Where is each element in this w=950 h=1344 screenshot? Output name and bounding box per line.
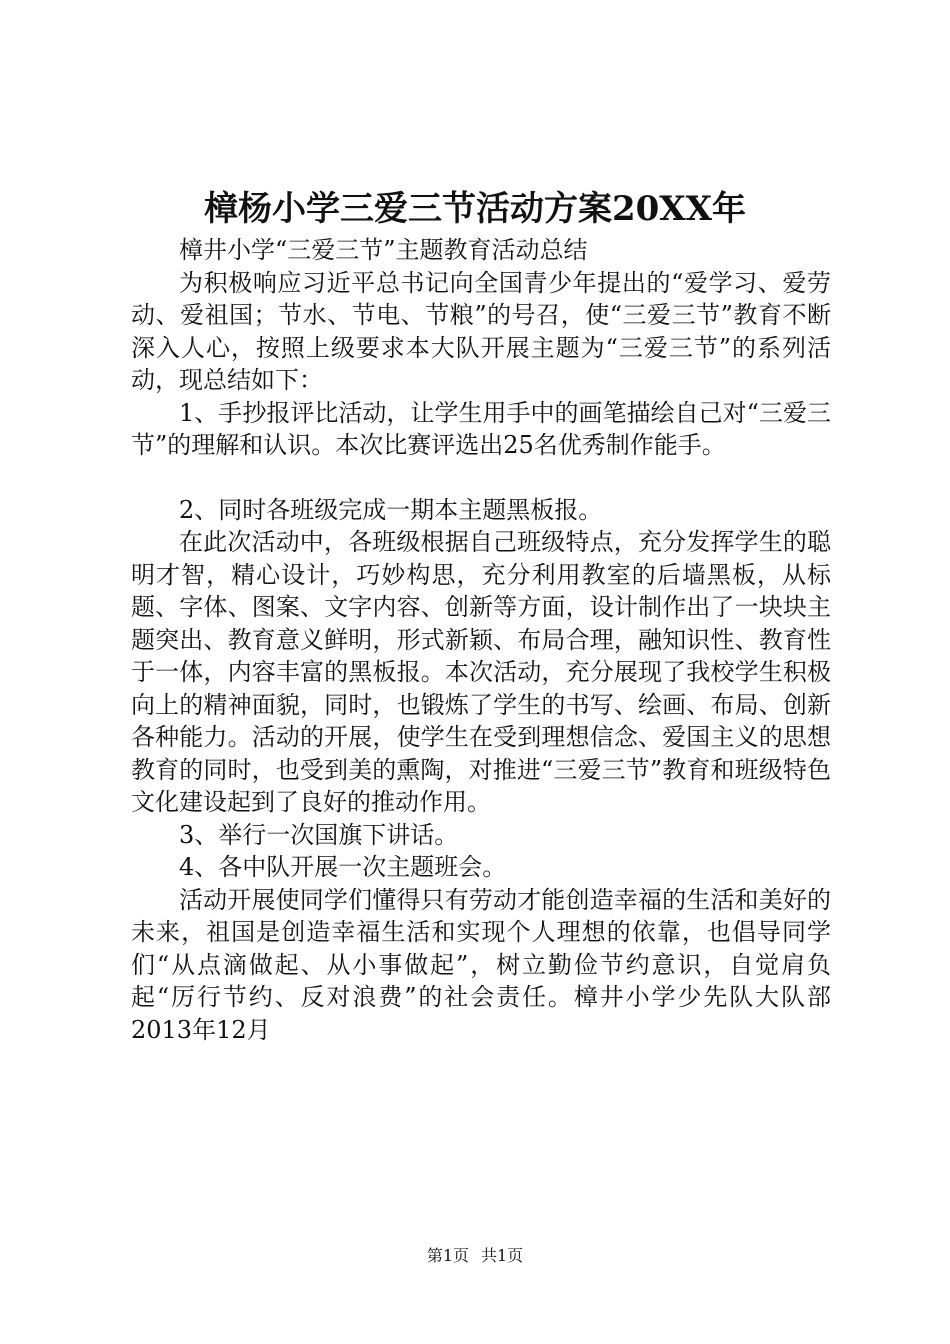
intro-paragraph: 为积极响应习近平总书记向全国青少年提出的“爱学习、爱劳动、爱祖国；节水、节电、节粮”的号召，使“三爱三节”教育不断深入人心，按照上级要求本大队开展主题为“三爱三节”的系列活动，现总结如下： xyxy=(131,268,831,394)
closing-paragraph: 活动开展使同学们懂得只有劳动才能创造幸福的生活和美好的未来，祖国是创造幸福生活和实现个人理想的依靠，也倡导同学们“从点滴做起、从小事做起”，树立勤俭节约意识，自觉肩负起“厉行节约、反对浪费”的社会责任。樟井小学少先队大队部2013年12月 xyxy=(131,885,831,1044)
subtitle-paragraph: 樟井小学“三爱三节”主题教育活动总结 xyxy=(179,236,588,264)
page-total: 共1页 xyxy=(481,1246,524,1265)
blackboard-paragraph: 在此次活动中，各班级根据自己班级特点，充分发挥学生的聪明才智，精心设计，巧妙构思，充分利用教室的后墙黑板，从标题、字体、图案、文字内容、创新等方面，设计制作出了一块块主题突出、教育意义鲜明，形式新颖、布局合理，融知识性、教育性于一体，内容丰富的黑板报。本次活动，充分展现了我校学生积极向上的精神面貌，同时，也锻炼了学生的书写、绘画、布局、创新各种能力。活动的开展，使学生在受到理想信念、爱国主义的思想教育的同时，也受到美的熏陶，对推进“三爱三节”教育和班级特色文化建设起到了良好的推动作用。 xyxy=(131,528,831,816)
document-body xyxy=(131,234,831,1046)
page-footer xyxy=(0,1244,950,1268)
item-4-paragraph: 4、各中队开展一次主题班会。 xyxy=(179,853,507,881)
item-2-paragraph: 2、同时各班级完成一期本主题黑板报。 xyxy=(179,495,603,524)
item-1-paragraph: 1、手抄报评比活动，让学生用手中的画笔描绘自己对“三爱三节”的理解和认识。本次比赛评选出25名优秀制作能手。 xyxy=(131,398,831,459)
item-3-paragraph: 3、举行一次国旗下讲话。 xyxy=(179,820,459,849)
document-title: 樟杨小学三爱三节活动方案20XX年 xyxy=(203,189,747,229)
page-number: 第1页 xyxy=(426,1246,469,1265)
